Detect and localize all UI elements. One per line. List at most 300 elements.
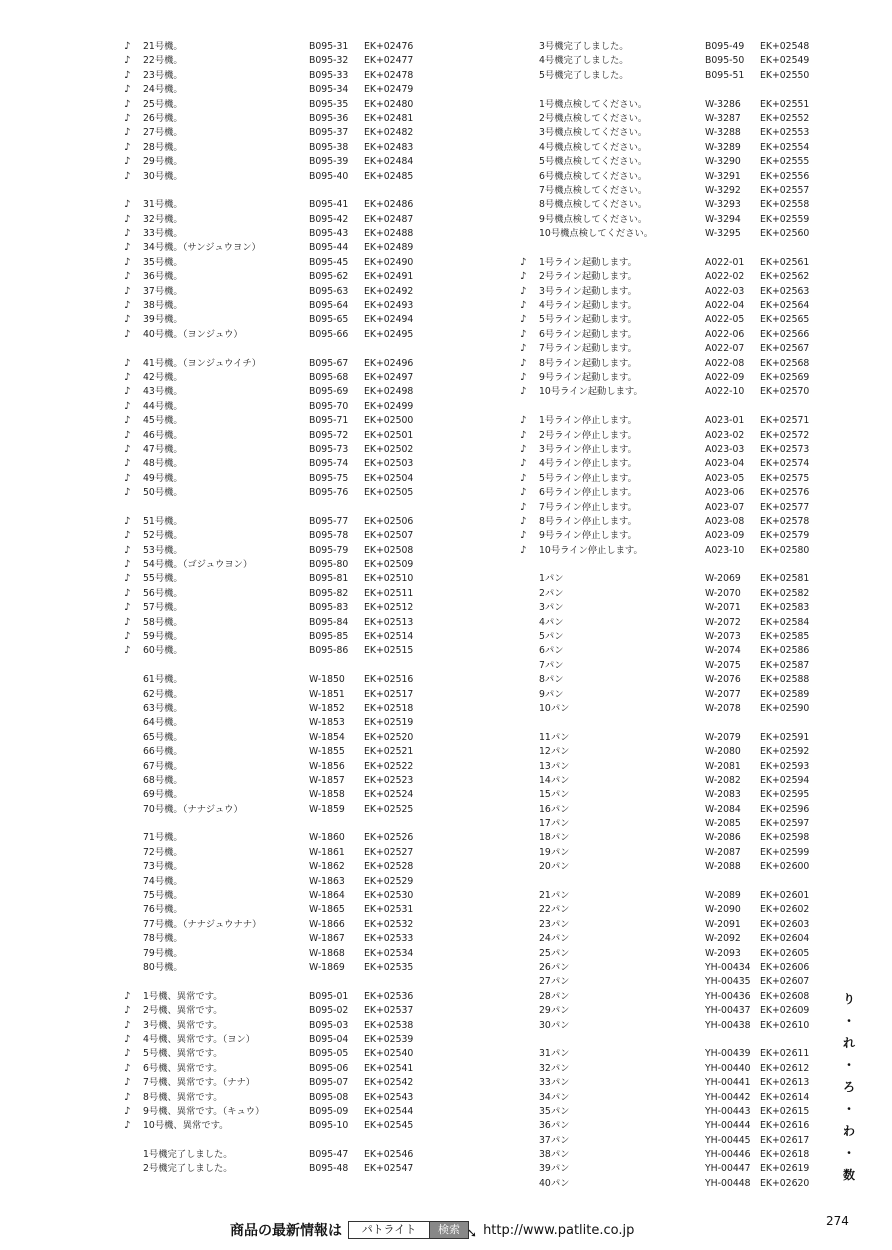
ek-code: EK+02597 bbox=[760, 818, 810, 830]
table-row bbox=[124, 241, 424, 255]
model-code: YH-00438 bbox=[705, 1019, 751, 1031]
music-note-icon: ♪ bbox=[520, 357, 527, 369]
model-code: A022-05 bbox=[705, 314, 745, 326]
message-text: 32パン bbox=[539, 1062, 570, 1074]
ek-code: EK+02522 bbox=[364, 760, 414, 772]
search-button[interactable]: 検索 bbox=[430, 1222, 468, 1238]
model-code: W-2080 bbox=[705, 746, 741, 758]
music-note-icon: ♪ bbox=[124, 602, 131, 614]
music-note-icon: ♪ bbox=[520, 530, 527, 542]
ek-code: EK+02575 bbox=[760, 472, 810, 484]
footer-label: 商品の最新情報は bbox=[230, 1223, 342, 1239]
side-tab-char: ・ bbox=[842, 1102, 855, 1116]
model-code: B095-72 bbox=[309, 429, 349, 441]
model-code: W-1866 bbox=[309, 918, 345, 930]
side-tab-char: ・ bbox=[842, 1146, 855, 1160]
ek-code: EK+02531 bbox=[364, 904, 414, 916]
model-code: B095-08 bbox=[309, 1091, 349, 1103]
music-note-icon: ♪ bbox=[124, 1005, 131, 1017]
ek-code: EK+02586 bbox=[760, 645, 810, 657]
group-spacer bbox=[520, 558, 820, 572]
message-text: 77号機。（ナナジュウナナ） bbox=[143, 918, 262, 930]
model-code: YH-00442 bbox=[705, 1091, 751, 1103]
ek-code: EK+02515 bbox=[364, 645, 414, 657]
table-row bbox=[520, 54, 820, 68]
table-row bbox=[520, 1148, 820, 1162]
model-code: W-2088 bbox=[705, 861, 741, 873]
table-row bbox=[124, 515, 424, 529]
model-code: W-1854 bbox=[309, 731, 345, 743]
table-row bbox=[124, 875, 424, 889]
ek-code: EK+02585 bbox=[760, 631, 810, 643]
model-code: W-2085 bbox=[705, 818, 741, 830]
message-text: 36パン bbox=[539, 1120, 570, 1132]
message-text: 40号機。（ヨンジュウ） bbox=[143, 328, 243, 340]
model-code: W-1864 bbox=[309, 890, 345, 902]
music-note-icon: ♪ bbox=[124, 443, 131, 455]
table-row bbox=[124, 860, 424, 874]
table-row bbox=[520, 846, 820, 860]
message-text: 48号機。 bbox=[143, 458, 183, 470]
model-code: B095-35 bbox=[309, 98, 349, 110]
message-text: 4パン bbox=[539, 616, 564, 628]
ek-code: EK+02553 bbox=[760, 127, 810, 139]
model-code: W-2084 bbox=[705, 803, 741, 815]
table-row bbox=[124, 227, 424, 241]
music-note-icon: ♪ bbox=[124, 616, 131, 628]
side-tab-char: わ bbox=[842, 1124, 855, 1138]
ek-code: EK+02599 bbox=[760, 846, 810, 858]
ek-code: EK+02590 bbox=[760, 702, 810, 714]
music-note-icon: ♪ bbox=[520, 285, 527, 297]
table-row bbox=[124, 947, 424, 961]
ek-code: EK+02519 bbox=[364, 717, 414, 729]
table-row bbox=[124, 457, 424, 471]
message-text: 8号機点検してください。 bbox=[539, 199, 648, 211]
table-row bbox=[124, 1004, 424, 1018]
table-row bbox=[124, 400, 424, 414]
ek-code: EK+02591 bbox=[760, 731, 810, 743]
table-row bbox=[124, 213, 424, 227]
table-row bbox=[124, 1119, 424, 1133]
message-text: 10号機点検してください。 bbox=[539, 228, 654, 240]
model-code: B095-67 bbox=[309, 357, 349, 369]
message-text: 4号ライン停止します。 bbox=[539, 458, 637, 470]
model-code: B095-82 bbox=[309, 587, 349, 599]
message-text: 24号機。 bbox=[143, 84, 183, 96]
ek-code: EK+02527 bbox=[364, 846, 414, 858]
model-code: W-2087 bbox=[705, 846, 741, 858]
message-text: 65号機。 bbox=[143, 731, 183, 743]
ek-code: EK+02601 bbox=[760, 890, 810, 902]
ek-code: EK+02592 bbox=[760, 746, 810, 758]
model-code: B095-62 bbox=[309, 271, 349, 283]
model-code: W-3294 bbox=[705, 213, 741, 225]
table-row bbox=[124, 112, 424, 126]
ek-code: EK+02614 bbox=[760, 1091, 810, 1103]
message-text: 79号機。 bbox=[143, 947, 183, 959]
message-text: 58号機。 bbox=[143, 616, 183, 628]
model-code: W-2081 bbox=[705, 760, 741, 772]
table-row bbox=[124, 126, 424, 140]
table-row bbox=[520, 673, 820, 687]
model-code: B095-36 bbox=[309, 112, 349, 124]
message-text: 69号機。 bbox=[143, 789, 183, 801]
message-text: 4号機点検してください。 bbox=[539, 141, 648, 153]
cursor-arrow-icon: ➘ bbox=[467, 1226, 478, 1240]
message-text: 39パン bbox=[539, 1163, 570, 1175]
message-text: 2号機、異常です。 bbox=[143, 1005, 223, 1017]
table-row bbox=[124, 601, 424, 615]
model-code: W-2078 bbox=[705, 702, 741, 714]
model-code: W-2070 bbox=[705, 587, 741, 599]
ek-code: EK+02542 bbox=[364, 1077, 414, 1089]
model-code: B095-38 bbox=[309, 141, 349, 153]
website-url[interactable]: http://www.patlite.co.jp bbox=[483, 1222, 635, 1238]
model-code: B095-03 bbox=[309, 1019, 349, 1031]
ek-code: EK+02509 bbox=[364, 559, 414, 571]
message-text: 33号機。 bbox=[143, 228, 183, 240]
ek-code: EK+02512 bbox=[364, 602, 414, 614]
model-code: B095-63 bbox=[309, 285, 349, 297]
music-note-icon: ♪ bbox=[124, 458, 131, 470]
model-code: B095-37 bbox=[309, 127, 349, 139]
message-text: 5号機、異常です。 bbox=[143, 1048, 223, 1060]
message-text: 24パン bbox=[539, 933, 570, 945]
table-row bbox=[520, 932, 820, 946]
table-row bbox=[520, 1062, 820, 1076]
message-text: 76号機。 bbox=[143, 904, 183, 916]
table-row bbox=[520, 616, 820, 630]
ek-code: EK+02496 bbox=[364, 357, 414, 369]
music-note-icon: ♪ bbox=[124, 271, 131, 283]
ek-code: EK+02571 bbox=[760, 415, 810, 427]
ek-code: EK+02548 bbox=[760, 41, 810, 52]
message-text: 9号ライン停止します。 bbox=[539, 530, 637, 542]
model-code: YH-00444 bbox=[705, 1120, 751, 1132]
message-text: 7号ライン起動します。 bbox=[539, 343, 637, 355]
model-code: W-1867 bbox=[309, 933, 345, 945]
ek-code: EK+02567 bbox=[760, 343, 810, 355]
table-row bbox=[520, 414, 820, 428]
message-text: 31パン bbox=[539, 1048, 570, 1060]
ek-code: EK+02549 bbox=[760, 55, 810, 67]
message-text: 66号機。 bbox=[143, 746, 183, 758]
music-note-icon: ♪ bbox=[520, 328, 527, 340]
message-text: 1号ライン起動します。 bbox=[539, 256, 637, 268]
table-row bbox=[124, 141, 424, 155]
ek-code: EK+02559 bbox=[760, 213, 810, 225]
music-note-icon: ♪ bbox=[520, 371, 527, 383]
model-code: A022-03 bbox=[705, 285, 745, 297]
message-text: 3号ライン起動します。 bbox=[539, 285, 637, 297]
side-tab-char: ・ bbox=[842, 1014, 855, 1028]
music-note-icon: ♪ bbox=[124, 328, 131, 340]
table-row bbox=[520, 572, 820, 586]
model-code: W-2082 bbox=[705, 774, 741, 786]
table-row bbox=[520, 1004, 820, 1018]
message-text: 10パン bbox=[539, 702, 570, 714]
table-row bbox=[124, 1047, 424, 1061]
ek-code: EK+02489 bbox=[364, 242, 414, 254]
footer bbox=[230, 1219, 634, 1241]
ek-code: EK+02593 bbox=[760, 760, 810, 772]
table-row bbox=[124, 616, 424, 630]
model-code: YH-00446 bbox=[705, 1149, 751, 1161]
side-tab-char: 数 bbox=[842, 1168, 855, 1182]
message-text: 7号機点検してください。 bbox=[539, 184, 648, 196]
message-text: 51号機。 bbox=[143, 515, 183, 527]
message-text: 21号機。 bbox=[143, 41, 183, 52]
model-code: B095-83 bbox=[309, 602, 349, 614]
ek-code: EK+02520 bbox=[364, 731, 414, 743]
model-code: B095-01 bbox=[309, 990, 349, 1002]
message-text: 2号ライン起動します。 bbox=[539, 271, 637, 283]
table-row bbox=[124, 313, 424, 327]
model-code: B095-50 bbox=[705, 55, 745, 67]
table-row bbox=[124, 558, 424, 572]
table-row bbox=[124, 788, 424, 802]
music-note-icon: ♪ bbox=[124, 487, 131, 499]
music-note-icon: ♪ bbox=[124, 631, 131, 643]
ek-code: EK+02504 bbox=[364, 472, 414, 484]
group-spacer bbox=[124, 1134, 424, 1148]
message-text: 1パン bbox=[539, 573, 564, 585]
model-code: W-1862 bbox=[309, 861, 345, 873]
model-code: YH-00445 bbox=[705, 1134, 751, 1146]
ek-code: EK+02580 bbox=[760, 544, 810, 556]
model-code: W-3290 bbox=[705, 156, 741, 168]
table-row bbox=[124, 1091, 424, 1105]
message-text: 55号機。 bbox=[143, 573, 183, 585]
table-row bbox=[520, 731, 820, 745]
model-code: A023-07 bbox=[705, 501, 745, 513]
model-code: B095-07 bbox=[309, 1077, 349, 1089]
message-text: 10号ライン起動します。 bbox=[539, 386, 643, 398]
message-text: 73号機。 bbox=[143, 861, 183, 873]
message-text: 39号機。 bbox=[143, 314, 183, 326]
ek-code: EK+02524 bbox=[364, 789, 414, 801]
ek-code: EK+02554 bbox=[760, 141, 810, 153]
model-code: A022-07 bbox=[705, 343, 745, 355]
music-note-icon: ♪ bbox=[124, 1048, 131, 1060]
message-text: 70号機。（ナナジュウ） bbox=[143, 803, 243, 815]
message-text: 9号機点検してください。 bbox=[539, 213, 648, 225]
model-code: W-2073 bbox=[705, 631, 741, 643]
model-code: W-3291 bbox=[705, 170, 741, 182]
music-note-icon: ♪ bbox=[520, 386, 527, 398]
table-row bbox=[520, 1076, 820, 1090]
ek-code: EK+02538 bbox=[364, 1019, 414, 1031]
message-text: 9号機、異常です。（キュウ） bbox=[143, 1105, 265, 1117]
model-code: B095-76 bbox=[309, 487, 349, 499]
table-row bbox=[520, 371, 820, 385]
ek-code: EK+02495 bbox=[364, 328, 414, 340]
model-code: W-3289 bbox=[705, 141, 741, 153]
music-note-icon: ♪ bbox=[520, 487, 527, 499]
message-text: 5号機完了しました。 bbox=[539, 69, 629, 81]
message-text: 45号機。 bbox=[143, 415, 183, 427]
model-code: W-1855 bbox=[309, 746, 345, 758]
ek-code: EK+02523 bbox=[364, 774, 414, 786]
table-row bbox=[520, 299, 820, 313]
message-text: 7パン bbox=[539, 659, 564, 671]
model-code: W-2072 bbox=[705, 616, 741, 628]
table-row bbox=[124, 1019, 424, 1033]
ek-code: EK+02536 bbox=[364, 990, 414, 1002]
message-text: 80号機。 bbox=[143, 962, 183, 973]
table-row bbox=[520, 745, 820, 759]
music-note-icon: ♪ bbox=[124, 515, 131, 527]
table-row bbox=[520, 975, 820, 989]
model-code: YH-00437 bbox=[705, 1005, 751, 1017]
ek-code: EK+02557 bbox=[760, 184, 810, 196]
message-text: 71号機。 bbox=[143, 832, 183, 844]
message-text: 37パン bbox=[539, 1134, 570, 1146]
model-code: W-1860 bbox=[309, 832, 345, 844]
message-text: 31号機。 bbox=[143, 199, 183, 211]
model-code: B095-84 bbox=[309, 616, 349, 628]
group-spacer bbox=[520, 83, 820, 97]
ek-code: EK+02529 bbox=[364, 875, 414, 887]
music-note-icon: ♪ bbox=[124, 228, 131, 240]
ek-code: EK+02610 bbox=[760, 1019, 810, 1031]
model-code: W-1857 bbox=[309, 774, 345, 786]
model-code: B095-79 bbox=[309, 544, 349, 556]
message-text: 23パン bbox=[539, 918, 570, 930]
table-row bbox=[520, 1105, 820, 1119]
ek-code: EK+02513 bbox=[364, 616, 414, 628]
ek-code: EK+02506 bbox=[364, 515, 414, 527]
message-text: 9号ライン起動します。 bbox=[539, 371, 637, 383]
message-text: 46号機。 bbox=[143, 429, 183, 441]
music-note-icon: ♪ bbox=[124, 1077, 131, 1089]
message-text: 7号ライン停止します。 bbox=[539, 501, 637, 513]
search-box[interactable] bbox=[348, 1221, 469, 1239]
table-row bbox=[124, 155, 424, 169]
model-code: B095-71 bbox=[309, 415, 349, 427]
model-code: B095-73 bbox=[309, 443, 349, 455]
group-spacer bbox=[520, 400, 820, 414]
model-code: YH-00443 bbox=[705, 1105, 751, 1117]
model-code: W-1869 bbox=[309, 962, 345, 973]
music-note-icon: ♪ bbox=[124, 1019, 131, 1031]
ek-code: EK+02532 bbox=[364, 918, 414, 930]
message-text: 62号機。 bbox=[143, 688, 183, 700]
model-code: A022-09 bbox=[705, 371, 745, 383]
music-note-icon: ♪ bbox=[124, 314, 131, 326]
ek-code: EK+02611 bbox=[760, 1048, 810, 1060]
table-row bbox=[520, 860, 820, 874]
ek-code: EK+02568 bbox=[760, 357, 810, 369]
ek-code: EK+02618 bbox=[760, 1149, 810, 1161]
model-code: W-2076 bbox=[705, 674, 741, 686]
ek-code: EK+02577 bbox=[760, 501, 810, 513]
ek-code: EK+02602 bbox=[760, 904, 810, 916]
model-code: W-2074 bbox=[705, 645, 741, 657]
table-row bbox=[520, 529, 820, 543]
model-code: W-1858 bbox=[309, 789, 345, 801]
table-row bbox=[520, 688, 820, 702]
message-text: 57号機。 bbox=[143, 602, 183, 614]
ek-code: EK+02497 bbox=[364, 371, 414, 383]
table-row bbox=[124, 69, 424, 83]
message-text: 4号ライン起動します。 bbox=[539, 300, 637, 312]
table-row bbox=[520, 429, 820, 443]
message-text: 3号機、異常です。 bbox=[143, 1019, 223, 1031]
search-text[interactable]: パトライト bbox=[349, 1222, 430, 1238]
model-code: A022-06 bbox=[705, 328, 745, 340]
ek-code: EK+02558 bbox=[760, 199, 810, 211]
table-row bbox=[124, 1062, 424, 1076]
table-row bbox=[124, 774, 424, 788]
table-row bbox=[520, 587, 820, 601]
table-row bbox=[124, 83, 424, 97]
message-text: 17パン bbox=[539, 818, 570, 830]
table-row bbox=[520, 544, 820, 558]
ek-code: EK+02478 bbox=[364, 69, 414, 81]
message-text: 1号ライン停止します。 bbox=[539, 415, 637, 427]
music-note-icon: ♪ bbox=[520, 544, 527, 556]
ek-code: EK+02582 bbox=[760, 587, 810, 599]
ek-code: EK+02607 bbox=[760, 976, 810, 988]
table-row bbox=[520, 1162, 820, 1176]
message-text: 5号ライン停止します。 bbox=[539, 472, 637, 484]
ek-code: EK+02550 bbox=[760, 69, 810, 81]
message-text: 38パン bbox=[539, 1149, 570, 1161]
message-text: 10号機、異常です。 bbox=[143, 1120, 229, 1132]
message-text: 5パン bbox=[539, 631, 564, 643]
table-row bbox=[124, 831, 424, 845]
ek-code: EK+02596 bbox=[760, 803, 810, 815]
message-text: 50号機。 bbox=[143, 487, 183, 499]
table-row bbox=[124, 1105, 424, 1119]
table-row bbox=[520, 385, 820, 399]
ek-code: EK+02579 bbox=[760, 530, 810, 542]
ek-code: EK+02476 bbox=[364, 41, 414, 52]
music-note-icon: ♪ bbox=[124, 256, 131, 268]
table-row bbox=[124, 299, 424, 313]
model-code: B095-49 bbox=[705, 41, 745, 52]
side-tab-char: ・ bbox=[842, 1058, 855, 1072]
model-code: B095-02 bbox=[309, 1005, 349, 1017]
model-code: W-3292 bbox=[705, 184, 741, 196]
music-note-icon: ♪ bbox=[520, 271, 527, 283]
music-note-icon: ♪ bbox=[124, 112, 131, 124]
table-row bbox=[520, 256, 820, 270]
ek-code: EK+02486 bbox=[364, 199, 414, 211]
ek-code: EK+02511 bbox=[364, 587, 414, 599]
table-row bbox=[520, 69, 820, 83]
message-text: 22パン bbox=[539, 904, 570, 916]
message-text: 2号ライン停止します。 bbox=[539, 429, 637, 441]
model-code: W-1861 bbox=[309, 846, 345, 858]
table-row bbox=[124, 357, 424, 371]
model-code: A023-05 bbox=[705, 472, 745, 484]
music-note-icon: ♪ bbox=[124, 371, 131, 383]
model-code: A023-10 bbox=[705, 544, 745, 556]
message-text: 35号機。 bbox=[143, 256, 183, 268]
table-row bbox=[520, 213, 820, 227]
table-row bbox=[520, 601, 820, 615]
message-text: 21パン bbox=[539, 890, 570, 902]
model-code: A023-02 bbox=[705, 429, 745, 441]
music-note-icon: ♪ bbox=[124, 357, 131, 369]
table-row bbox=[520, 112, 820, 126]
music-note-icon: ♪ bbox=[124, 990, 131, 1002]
ek-code: EK+02481 bbox=[364, 112, 414, 124]
message-text: 2号機完了しました。 bbox=[143, 1163, 233, 1175]
